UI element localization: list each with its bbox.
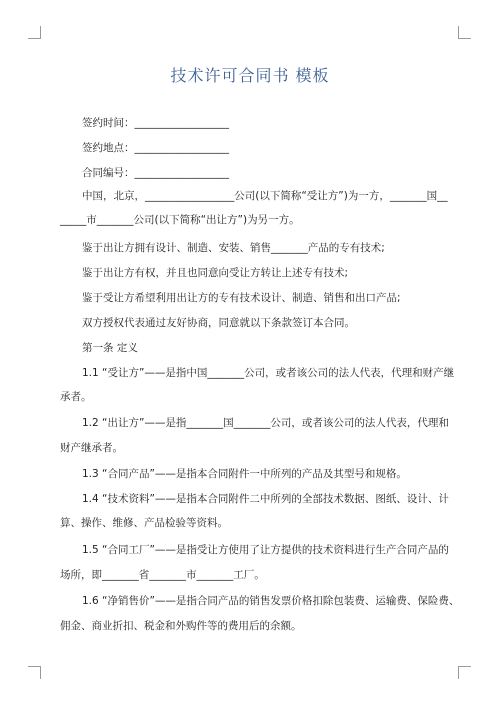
clause-1-6-line-2: 佣金、商业折扣、税金和外购件等的费用后的余额。 <box>60 620 302 632</box>
recital-1: 鉴于出让方拥有设计、制造、安装、销售_______产品的专有技术; <box>82 242 385 254</box>
recital-3: 鉴于受让方希望利用出让方的专有技术设计、制造、销售和出口产品; <box>82 292 401 304</box>
contract-number-line: 合同编号：__________________ <box>82 167 229 179</box>
recital-4: 双方授权代表通过友好协商，同意就以下条款签订本合同。 <box>82 317 355 329</box>
clause-1-4-line-2: 算、操作、维修、产品检验等资料。 <box>60 517 228 529</box>
clause-1-2-line-1: 1.2 “出让方”——是指_______国_______公司，或者该公司的法人代表，代理和 <box>82 417 449 429</box>
crop-mark-top-right <box>458 26 471 39</box>
clause-1-1-line-1: 1.1 “受让方”——是指中国_______公司，或者该公司的法人代表，代理和财产继 <box>82 367 455 379</box>
clause-1-3: 1.3 “合同产品”——是指本合同附件一中所列的产品及其型号和规格。 <box>82 468 407 480</box>
clause-1-6-line-1: 1.6 “净销售价”——是指合同产品的销售发票价格扣除包装费、运输费、保险费、 <box>82 595 460 607</box>
clause-1-5-line-1: 1.5 “合同工厂”——是指受让方使用了让方提供的技术资料进行生产合同产品的 <box>82 544 449 556</box>
crop-mark-bottom-right <box>458 666 471 679</box>
sign-place-line: 签约地点：__________________ <box>82 142 229 154</box>
sign-date-line: 签约时间：__________________ <box>82 117 229 129</box>
party-intro-line-1: 中国，北京，_________________公司(以下简称“受让方”)为一方，_______国__ <box>82 190 448 202</box>
party-intro-line-2: _____市_______公司(以下简称“出让方”)为另一方。 <box>60 214 300 226</box>
clause-1-4-line-1: 1.4 “技术资料”——是指本合同附件二中所列的全部技术数据、图纸、设计、计 <box>82 493 449 505</box>
document-title: 技术许可合同书 模板 <box>170 66 330 85</box>
clause-1-1-line-2: 承者。 <box>60 391 92 403</box>
crop-mark-bottom-left <box>28 666 41 679</box>
crop-mark-top-left <box>28 26 41 39</box>
article-1-heading: 第一条 定义 <box>82 342 138 354</box>
clause-1-5-line-2: 场所，即_______省_______市_______工厂。 <box>60 569 265 581</box>
recital-2: 鉴于出让方有权，并且也同意向受让方转让上述专有技术; <box>82 267 349 279</box>
clause-1-2-line-2: 财产继承者。 <box>60 442 123 454</box>
